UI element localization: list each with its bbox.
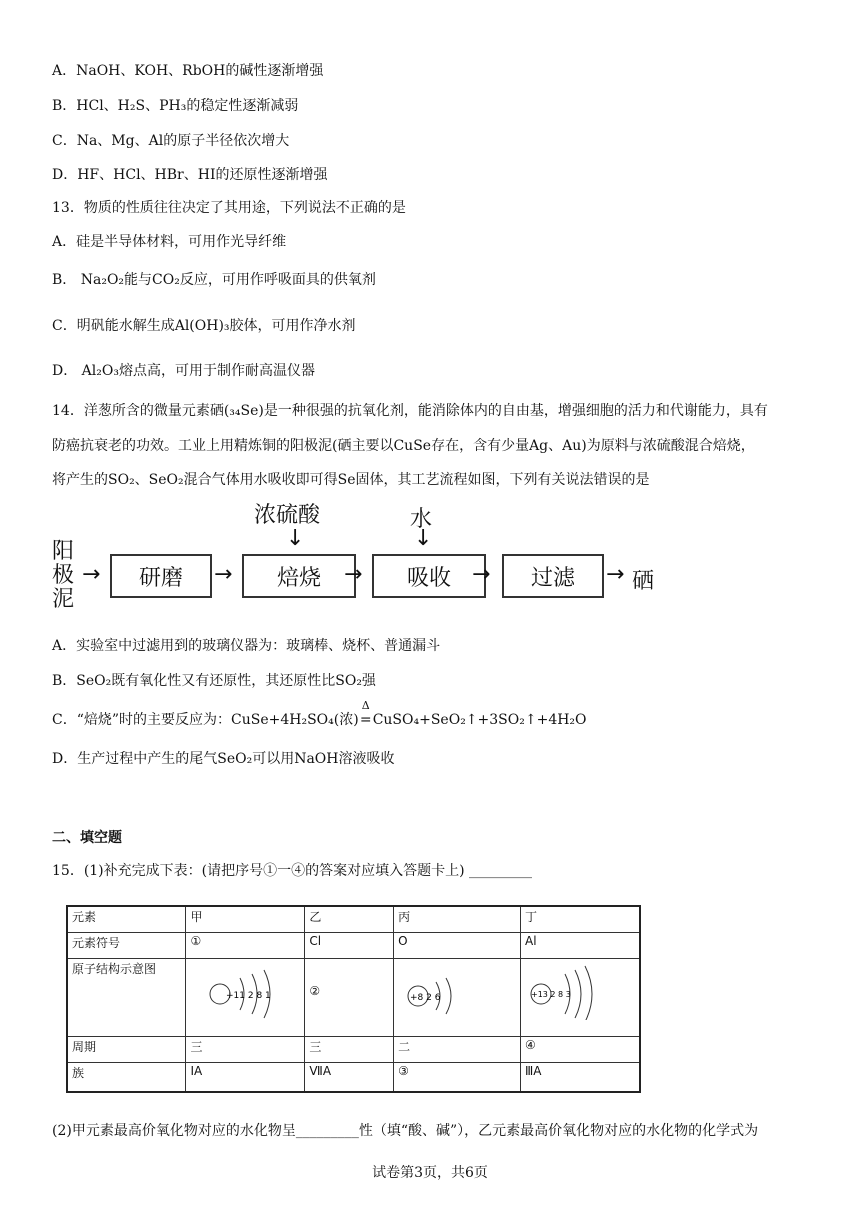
table-row [67, 1062, 640, 1092]
step-roast-box: 焙烧 [242, 554, 356, 598]
heat-symbol: Δ [361, 699, 370, 712]
table-cell [305, 958, 394, 1036]
step-absorb-box: 吸收 [372, 554, 486, 598]
q12-option-b: B．HCl、H₂S、PH₃的稳定性逐渐减弱 [52, 98, 299, 114]
table-cell: 三 [305, 1036, 394, 1062]
q14-c-prefix: C．“焙烧”时的主要反应为：CuSe+4H₂SO₄(浓) [52, 712, 359, 728]
diagram-label: +11 2 8 1 [226, 990, 272, 1001]
down-arrow: ↓ [286, 526, 305, 551]
q14-option-a: A．实验室中过滤用到的玻璃仪器为：玻璃棒、烧杯、普通漏斗 [52, 638, 441, 654]
input-label-char: 阳 [52, 539, 75, 564]
row-label: 元素符号 [67, 932, 186, 958]
atomic-structure-diagram [186, 958, 305, 1036]
table-cell: ④ [521, 1036, 641, 1062]
flow-arrow: → [82, 562, 101, 587]
input-label-char: 泥 [52, 587, 75, 612]
flow-arrow: → [344, 562, 363, 587]
q12-option-c: C．Na、Mg、Al的原子半径依次增大 [52, 133, 290, 149]
flow-arrow: → [606, 562, 625, 587]
q14-c-suffix: CuSO₄+SeO₂↑+3SO₂↑+4H₂O [372, 712, 587, 728]
q13-option-c: C．明矾能水解生成Al(OH)₃胶体，可用作净水剂 [52, 318, 356, 334]
table-row [67, 906, 640, 932]
atomic-structure-diagram [394, 958, 521, 1036]
diagram-label: +13 2 8 3 [531, 989, 571, 999]
equals-sign: = [359, 712, 372, 728]
answer-slot: ② [309, 983, 321, 998]
q13-option-a: A．硅是半导体材料，可用作光导纤维 [52, 234, 287, 250]
table-cell: O [394, 932, 521, 958]
q13-option-d: D． Al₂O₃熔点高，可用于制作耐高温仪器 [52, 363, 315, 379]
table-cell: ⅠA [186, 1062, 305, 1092]
atom-diagram-sodium [190, 960, 290, 1020]
table-cell: Cl [305, 932, 394, 958]
output-selenium: 硒 [632, 569, 655, 594]
q12-option-d: D．HF、HCl、HBr、HI的还原性逐渐增强 [52, 167, 328, 183]
process-flow-diagram [52, 498, 662, 618]
table-row [67, 1036, 640, 1062]
q14-option-d: D．生产过程中产生的尾气SeO₂可以用NaOH溶液吸收 [52, 751, 395, 767]
q15-part2: (2)甲元素最高价氧化物对应的水化物呈_________性（填“酸、碱”），乙元素最高价氧化物对应的水化物的化学式为 [52, 1123, 759, 1139]
input-label-char: 极 [52, 563, 75, 588]
col-header: 甲 [186, 906, 305, 932]
q14-stem-line1: 14．洋葱所含的微量元素硒(₃₄Se)是一种很强的抗氧化剂，能消除体内的自由基，增强细胞的活力和代谢能力，具有 [52, 403, 768, 419]
step-grind-box: 研磨 [110, 554, 212, 598]
q12-option-a: A．NaOH、KOH、RbOH的碱性逐渐增强 [52, 63, 324, 79]
q14-option-b: B．SeO₂既有氧化性又有还原性，其还原性比SO₂强 [52, 673, 376, 689]
table-cell: ① [186, 932, 305, 958]
table-cell: ⅢA [521, 1062, 641, 1092]
section-heading: 二、填空题 [52, 830, 122, 846]
q13-option-b: B． Na₂O₂能与CO₂反应，可用作呼吸面具的供氧剂 [52, 272, 376, 288]
flow-arrow: → [214, 562, 233, 587]
table-cell: Al [521, 932, 641, 958]
col-header: 丙 [394, 906, 521, 932]
row-label: 族 [67, 1062, 186, 1092]
table-row [67, 958, 640, 1036]
atom-diagram-aluminum [525, 960, 635, 1020]
atomic-structure-diagram [521, 958, 641, 1036]
atom-diagram-oxygen [398, 960, 498, 1020]
down-arrow: ↓ [414, 526, 433, 551]
element-table [66, 905, 641, 1093]
step-filter-box: 过滤 [502, 554, 604, 598]
table-cell: 二 [394, 1036, 521, 1062]
row-label: 元素 [67, 906, 186, 932]
diagram-label: +8 2 6 [410, 992, 441, 1003]
row-label: 原子结构示意图 [67, 958, 186, 1036]
q15-stem: 15．(1)补充完成下表：(请把序号①一④的答案对应填入答题卡上) _________ [52, 863, 533, 879]
table-cell: ⅦA [305, 1062, 394, 1092]
col-header: 乙 [305, 906, 394, 932]
q13-stem: 13．物质的性质往往决定了其用途，下列说法不正确的是 [52, 200, 406, 216]
table-row [67, 932, 640, 958]
input-label [52, 540, 74, 612]
q14-stem-line3: 将产生的SO₂、SeO₂混合气体用水吸收即可得Se固体，其工艺流程如图，下列有关说法错误的是 [52, 472, 650, 488]
table-cell: ③ [394, 1062, 521, 1092]
q14-option-c [52, 699, 587, 729]
page-footer: 试卷第3页，共6页 [372, 1165, 488, 1181]
reagent-water: 水 [410, 507, 433, 532]
row-label: 周期 [67, 1036, 186, 1062]
flow-arrow: → [472, 562, 491, 587]
table-cell: 三 [186, 1036, 305, 1062]
col-header: 丁 [521, 906, 641, 932]
q14-stem-line2: 防癌抗衰老的功效。工业上用精炼铜的阳极泥(硒主要以CuSe存在，含有少量Ag、Au)为原料与浓硫酸混合焙烧， [52, 438, 755, 454]
reagent-conc-sulfuric-acid: 浓硫酸 [254, 503, 321, 528]
